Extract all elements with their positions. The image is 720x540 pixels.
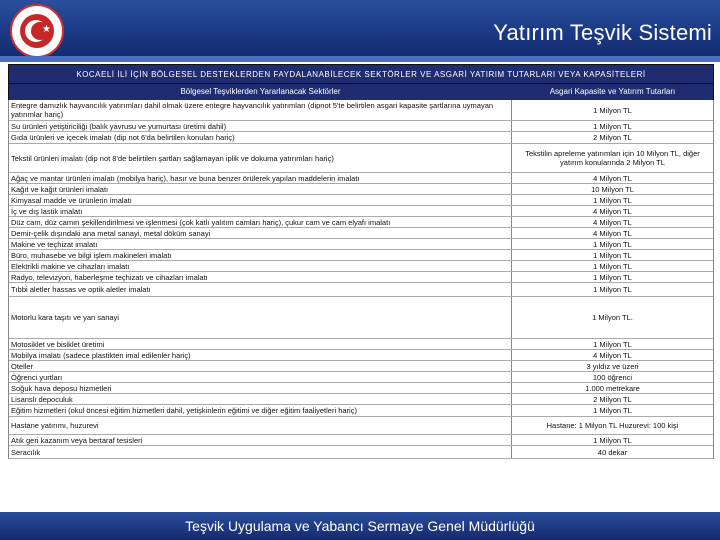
- table-row: [9, 383, 713, 394]
- table-body: [8, 100, 714, 459]
- footer-banner: [0, 512, 720, 540]
- sector-cell: Motorlu kara taşıtı ve yan sanayi: [9, 297, 512, 338]
- capacity-cell: 4 Milyon TL: [593, 217, 632, 227]
- table-row: [9, 272, 713, 283]
- capacity-cell: 2 Milyon TL: [593, 394, 632, 404]
- sector-cell: Radyo, televizyon, haberleşme teçhizatı ve cihazları imalatı: [9, 272, 512, 282]
- capacity-cell: 4 Milyon TL: [593, 350, 632, 360]
- table-row: [9, 261, 713, 272]
- table-row: [9, 372, 713, 383]
- table-row: [9, 446, 713, 459]
- capacity-cell: 1 Milyon TL: [593, 250, 632, 260]
- table-column-header: [8, 84, 714, 100]
- capacity-cell: 1 Milyon TL.: [592, 313, 633, 322]
- sector-cell: Kağıt ve kağıt ürünleri imalatı: [9, 184, 512, 194]
- sector-cell: Gıda ürünleri ve içecek imalatı (dip not 6'da belirtilen konuları hariç): [9, 132, 512, 143]
- sector-cell: Hastane yatırımı, huzurevi: [9, 417, 512, 434]
- table-row: [9, 184, 713, 195]
- sector-cell: Lisanslı depoculuk: [9, 394, 512, 404]
- table-row: [9, 350, 713, 361]
- sector-cell: Atık geri kazanım veya bertaraf tesisleri: [9, 435, 512, 445]
- table-row: [9, 173, 713, 184]
- capacity-cell: 1 Milyon TL: [593, 105, 632, 115]
- table-row: [9, 100, 713, 121]
- sector-cell: Eğitim hizmetleri (okul öncesi eğitim hizmetleri dahil, yetişkinlerin eğitimi ve diğer eğitim faaliyetleri hariç): [9, 405, 512, 416]
- emblem-icon: [10, 4, 64, 58]
- sector-cell: Tekstil ürünleri imalatı (dip not 8'de belirtilen şartları sağlamayan iplik ve dokuma yatırımları hariç): [9, 144, 512, 172]
- sector-cell: Soğuk hava deposu hizmetleri: [9, 383, 512, 393]
- capacity-cell: 3 yıldız ve üzeri: [586, 361, 639, 371]
- capacity-cell: 2 Milyon TL: [593, 133, 632, 142]
- capacity-cell: 10 Milyon TL: [591, 184, 634, 194]
- capacity-cell: 4 Milyon TL: [593, 173, 632, 183]
- column-header-capacity: Asgari Kapasite ve Yatırım Tutarları: [549, 87, 676, 96]
- table-row: [9, 339, 713, 350]
- table-row: [9, 361, 713, 372]
- table-row: [9, 417, 713, 435]
- capacity-cell: 4 Milyon TL: [593, 228, 632, 238]
- sector-cell: Seracılık: [9, 446, 512, 458]
- sector-cell: Motosiklet ve bisiklet üretimi: [9, 339, 512, 349]
- column-header-sectors: Bölgesel Teşviklerden Yararlanacak Sektörler: [180, 87, 341, 96]
- crescent-star-icon: ★: [20, 14, 54, 48]
- sector-cell: Büro, muhasebe ve bilgi işlem makineleri imalatı: [9, 250, 512, 260]
- capacity-cell: 1 Milyon TL: [593, 285, 632, 294]
- capacity-cell: 1.000 metrekare: [585, 383, 640, 393]
- capacity-cell: 1 Milyon TL: [593, 239, 632, 249]
- sector-cell: Mobilya imalatı (sadece plastikten imal edilenler hariç): [9, 350, 512, 360]
- header-stripe: [0, 56, 720, 62]
- capacity-cell: 1 Milyon TL: [593, 406, 632, 415]
- sector-cell: Su ürünleri yetiştiriciliği (balık yavrusu ve yumurtası üretimi dahil): [9, 121, 512, 131]
- table-row: [9, 435, 713, 446]
- capacity-cell: 1 Milyon TL: [593, 339, 632, 349]
- sector-cell: Kimyasal madde ve ürünlerin imalatı: [9, 195, 512, 205]
- table-row: [9, 195, 713, 206]
- table-row: [9, 144, 713, 173]
- sector-cell: Elektrikli makine ve cihazları imalatı: [9, 261, 512, 271]
- table-row: [9, 206, 713, 217]
- table-row: [9, 283, 713, 297]
- table-row: [9, 121, 713, 132]
- capacity-cell: 1 Milyon TL: [593, 121, 632, 131]
- table-row: [9, 297, 713, 339]
- page-title: Yatırım Teşvik Sistemi: [493, 20, 712, 45]
- sector-cell: Makine ve teçhizat imalatı: [9, 239, 512, 249]
- sector-cell: Oteller: [9, 361, 512, 371]
- table-row: [9, 394, 713, 405]
- capacity-cell: 1 Milyon TL: [593, 435, 632, 445]
- sector-cell: Öğrenci yurtları: [9, 372, 512, 382]
- sector-cell: Demir-çelik dışındaki ana metal sanayi, metal döküm sanayi: [9, 228, 512, 238]
- sector-cell: Entegre damızlık hayvancılık yatırımları dahil olmak üzere entegre hayvancılık yatırımları (dipnot 5'te belirtilen asgari kapasite şartlarına uymayan yatırımlar hariç): [9, 100, 512, 120]
- sector-table: [8, 64, 714, 459]
- footer-text: Teşvik Uygulama ve Yabancı Sermaye Genel Müdürlüğü: [185, 518, 535, 534]
- sector-cell: İç ve dış lastik imalatı: [9, 206, 512, 216]
- table-main-heading: KOCAELİ İLİ İÇİN BÖLGESEL DESTEKLERDEN FAYDALANABİLECEK SEKTÖRLER VE ASGARİ YATIRIM TUTARLARI VEYA KAPASİTELERİ: [8, 64, 714, 84]
- capacity-cell: 4 Milyon TL: [593, 206, 632, 216]
- sector-cell: Tıbbi aletler hassas ve optik aletler imalatı: [9, 283, 512, 296]
- capacity-cell: 1 Milyon TL: [593, 272, 632, 282]
- table-row: [9, 405, 713, 417]
- table-row: [9, 217, 713, 228]
- table-row: [9, 228, 713, 239]
- capacity-cell: 100 öğrenci: [592, 372, 633, 382]
- capacity-cell: 40 dekar: [597, 447, 628, 457]
- capacity-cell: Hastane: 1 Milyon TL Huzurevi: 100 kişi: [546, 421, 679, 430]
- sector-cell: Düz cam, düz camın şekillendirilmesi ve işlenmesi (çok katlı yalıtım camları hariç), çukur cam ve cam elyafı imalatı: [9, 217, 512, 227]
- table-row: [9, 239, 713, 250]
- capacity-cell: Tekstilin apreleme yatırımları için 10 Milyon TL, diğer yatırım konularında 2 Milyon TL: [525, 149, 700, 167]
- capacity-cell: 1 Milyon TL: [593, 261, 632, 271]
- table-row: [9, 250, 713, 261]
- table-row: [9, 132, 713, 144]
- sector-cell: Ağaç ve mantar ürünleri imalatı (mobilya hariç), hasır ve buna benzer örülerek yapılan maddelerin imalatı: [9, 173, 512, 183]
- capacity-cell: 1 Milyon TL: [593, 195, 632, 205]
- header-banner: [0, 0, 720, 62]
